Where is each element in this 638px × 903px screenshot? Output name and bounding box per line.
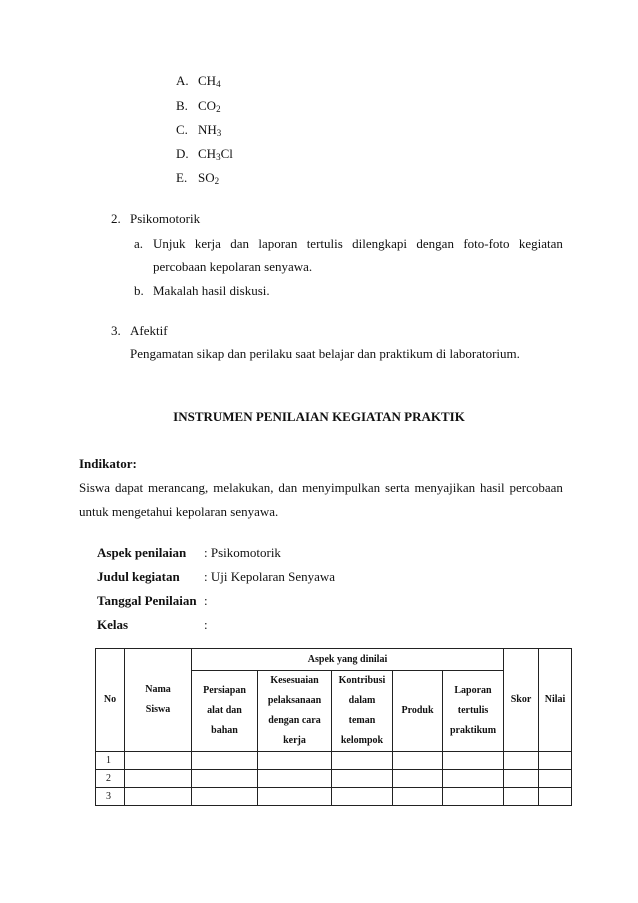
word: dilengkapi: [352, 236, 408, 251]
formula-subscript: 3: [216, 152, 221, 162]
cell-kesesuaian[interactable]: [258, 752, 332, 770]
cell-produk[interactable]: [393, 770, 443, 788]
word: melakukan,: [213, 480, 274, 495]
cell-laporan[interactable]: [443, 752, 504, 770]
afektif-number: 3.: [111, 323, 121, 338]
header-line: teman: [348, 715, 376, 726]
header-line: Kontribusi: [338, 675, 386, 686]
word: serta: [385, 480, 410, 495]
psikomotorik-b-letter: b.: [134, 283, 144, 298]
option-c: [176, 122, 222, 138]
word: menyajikan: [414, 480, 476, 495]
cell-persiapan[interactable]: [192, 788, 258, 806]
word: Siswa: [79, 480, 111, 495]
cell-nama[interactable]: [125, 752, 192, 770]
psikomotorik-a-line2: percobaan kepolaran senyawa.: [153, 259, 313, 274]
cell-skor[interactable]: [504, 770, 539, 788]
table-header-row: [96, 649, 572, 671]
table-row: [96, 788, 572, 806]
option-letter: C.: [176, 122, 188, 137]
field-label: Kelas: [97, 617, 129, 632]
psikomotorik-title: Psikomotorik: [130, 211, 201, 226]
indikator-line1: [79, 480, 563, 496]
cell-kesesuaian[interactable]: [258, 770, 332, 788]
cell-laporan[interactable]: [443, 788, 504, 806]
option-letter: A.: [176, 73, 189, 88]
cell-skor[interactable]: [504, 788, 539, 806]
cell-produk[interactable]: [393, 788, 443, 806]
word: dapat: [114, 480, 144, 495]
cell-laporan[interactable]: [443, 770, 504, 788]
header-line: Nama: [145, 684, 171, 695]
option-letter: B.: [176, 98, 188, 113]
formula-suffix: Cl: [220, 146, 233, 161]
col-produk: Produk: [393, 671, 443, 752]
cell-persiapan[interactable]: [192, 752, 258, 770]
col-laporan: [443, 671, 504, 752]
formula: SO: [198, 170, 215, 185]
col-persiapan: [192, 671, 258, 752]
group-header: Aspek yang dinilai: [192, 649, 504, 671]
word: dan: [230, 236, 249, 251]
cell-kontribusi[interactable]: [332, 770, 393, 788]
row-number: 2: [96, 770, 125, 788]
field-label: Aspek penilaian: [97, 545, 187, 560]
psikomotorik-a-line1: [153, 236, 563, 252]
col-kontribusi: [332, 671, 393, 752]
cell-persiapan[interactable]: [192, 770, 258, 788]
formula-subscript: 3: [216, 128, 222, 138]
row-number: 3: [96, 788, 125, 806]
col-nama: [125, 649, 192, 752]
header-line: bahan: [211, 725, 238, 736]
header-line: tertulis: [457, 705, 489, 716]
word: foto-foto: [463, 236, 510, 251]
table-row: [96, 770, 572, 788]
option-e: [176, 170, 220, 186]
field-value: :: [204, 617, 208, 632]
word: tertulis: [306, 236, 343, 251]
formula-subscript: 4: [216, 79, 221, 89]
cell-produk[interactable]: [393, 752, 443, 770]
formula-subscript: 2: [214, 176, 220, 186]
header-line: Persiapan: [203, 685, 246, 696]
header-line: Siswa: [145, 704, 171, 715]
formula-subscript: 2: [216, 104, 221, 114]
cell-nama[interactable]: [125, 788, 192, 806]
option-letter: D.: [176, 146, 189, 161]
header-line: kerja: [283, 735, 306, 746]
col-kesesuaian: [258, 671, 332, 752]
psikomotorik-b-text: Makalah hasil diskusi.: [153, 283, 270, 298]
cell-nilai[interactable]: [539, 770, 572, 788]
field-value: :: [204, 593, 208, 608]
word: laporan: [258, 236, 298, 251]
formula: CO: [198, 98, 217, 113]
word: dengan: [416, 236, 454, 251]
word: percobaan: [509, 480, 563, 495]
word: kerja: [194, 236, 221, 251]
indikator-line2: untuk mengetahui kepolaran senyawa.: [79, 504, 279, 519]
col-nilai: Nilai: [539, 649, 572, 752]
header-line: kelompok: [340, 735, 384, 746]
option-b: [176, 98, 221, 114]
formula: CH: [198, 146, 217, 161]
field-label: Judul kegiatan: [97, 569, 180, 584]
header-line: praktikum: [449, 725, 497, 736]
word: hasil: [480, 480, 505, 495]
row-number: 1: [96, 752, 125, 770]
header-line: pelaksanaan: [267, 695, 322, 706]
formula: CH: [198, 73, 217, 88]
cell-nama[interactable]: [125, 770, 192, 788]
header-line: Laporan: [454, 685, 492, 696]
cell-nilai[interactable]: [539, 752, 572, 770]
afektif-title: Afektif: [130, 323, 168, 338]
instrument-title: INSTRUMEN PENILAIAN KEGIATAN PRAKTIK: [173, 409, 465, 424]
header-line: alat dan: [207, 705, 242, 716]
cell-kontribusi[interactable]: [332, 752, 393, 770]
afektif-text: Pengamatan sikap dan perilaku saat belajar dan praktikum di laboratorium.: [130, 346, 520, 361]
table-row: [96, 752, 572, 770]
option-a: [176, 73, 221, 89]
option-d: [176, 146, 233, 162]
word: menyimpulkan: [302, 480, 381, 495]
cell-kontribusi[interactable]: [332, 788, 393, 806]
header-line: Kesesuaian: [270, 675, 319, 686]
cell-kesesuaian[interactable]: [258, 788, 332, 806]
word: Unjuk: [153, 236, 186, 251]
option-letter: E.: [176, 170, 188, 185]
col-skor: Skor: [504, 649, 539, 752]
field-value: : Uji Kepolaran Senyawa: [204, 569, 336, 584]
psikomotorik-a-letter: a.: [134, 236, 144, 251]
formula: NH: [198, 122, 217, 137]
header-line: dengan cara: [268, 715, 321, 726]
col-no: No: [96, 649, 125, 752]
cell-skor[interactable]: [504, 752, 539, 770]
indikator-label: Indikator:: [79, 456, 137, 471]
header-line: dalam: [348, 695, 376, 706]
word: kegiatan: [518, 236, 563, 251]
assessment-table: [95, 648, 572, 806]
word: merancang,: [148, 480, 209, 495]
word: dan: [278, 480, 298, 495]
cell-nilai[interactable]: [539, 788, 572, 806]
field-value: : Psikomotorik: [204, 545, 281, 560]
field-label: Tanggal Penilaian: [97, 593, 197, 608]
psikomotorik-number: 2.: [111, 211, 121, 226]
